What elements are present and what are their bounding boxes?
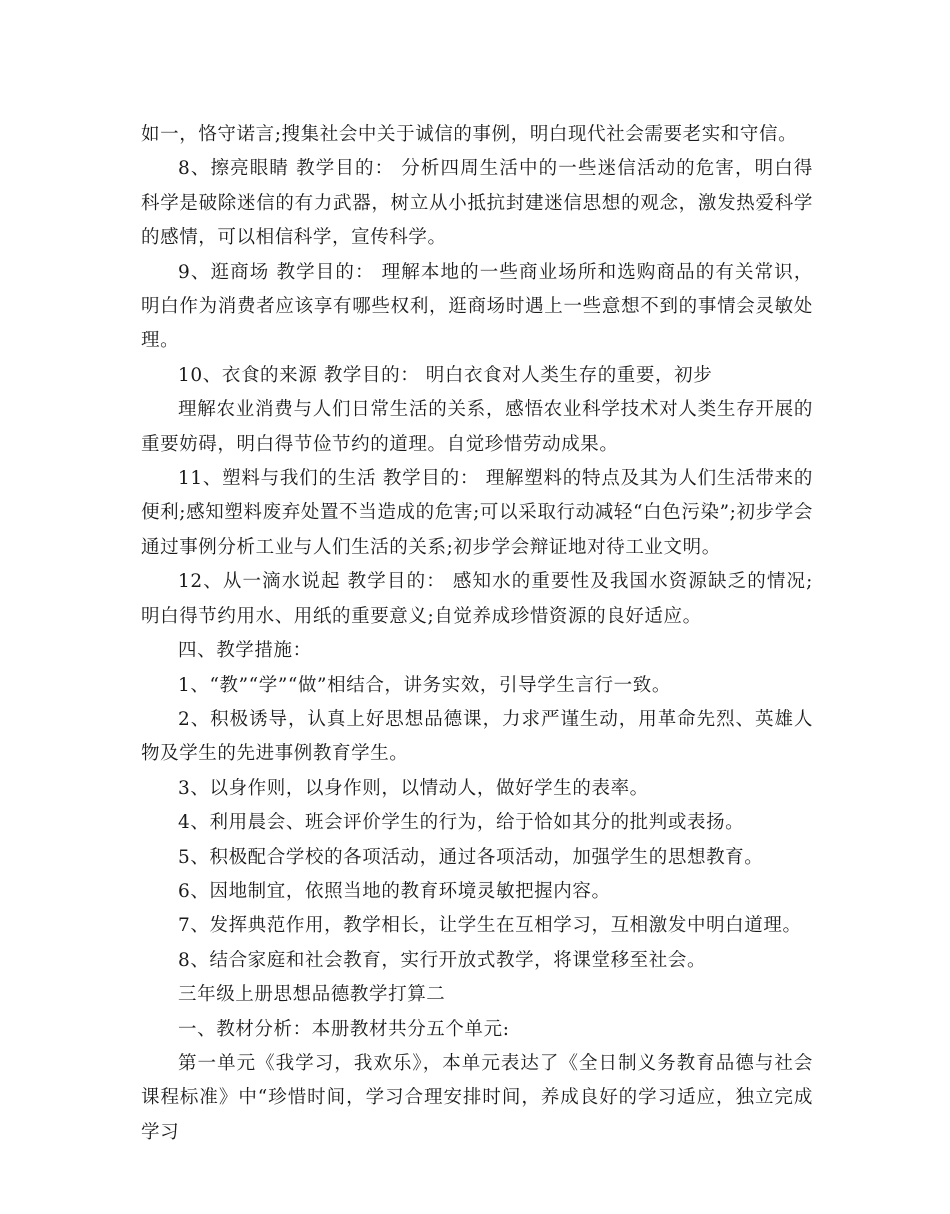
paragraph: 11、塑料与我们的生活 教学目的： 理解塑料的特点及其为人们生活带来的便利;感知塑料废弃处置不当造成的危害;可以采取行动减轻“白色污染”;初步学会通过事例分析工业与人们生活的关系;初步学会辩证地对待工业文明。	[141, 468, 813, 558]
paragraph: 10、衣食的来源 教学目的： 明白衣食对人类生存的重要，初步	[178, 364, 713, 386]
document-subtitle: 三年级上册思想品德教学打算二	[178, 984, 446, 1006]
list-item: 6、因地制宜，依照当地的教育环境灵敏把握内容。	[178, 880, 611, 902]
paragraph: 第一单元《我学习，我欢乐》，本单元表达了《全日制义务教育品德与社会课程标准》中“珍惜时间，学习合理安排时间，养成良好的学习适应，独立完成学习	[141, 1052, 813, 1143]
section-heading: 四、教学措施：	[178, 640, 312, 662]
paragraph: 9、逛商场 教学目的： 理解本地的一些商业场所和选购商品的有关常识，明白作为消费者应该享有哪些权利，逛商场时遇上一些意想不到的事情会灵敏处理。	[141, 261, 813, 352]
list-item: 1、“教”“学”“做”相结合，讲务实效，引导学生言行一致。	[178, 674, 671, 696]
paragraph: 理解农业消费与人们日常生活的关系，感悟农业科学技术对人类生存开展的重要妨碍，明白得节俭节约的道理。自觉珍惜劳动成果。	[141, 399, 813, 455]
paragraph: 8、擦亮眼睛 教学目的： 分析四周生活中的一些迷信活动的危害，明白得科学是破除迷信的有力武器，树立从小抵抗封建迷信思想的观念，激发热爱科学的感情，可以相信科学，宣传科学。	[141, 158, 813, 249]
list-item: 8、结合家庭和社会教育，实行开放式教学，将课堂移至社会。	[178, 949, 707, 971]
list-item: 5、积极配合学校的各项活动，通过各项活动，加强学生的思想教育。	[178, 846, 764, 868]
section-heading: 一、教材分析：本册教材共分五个单元:	[178, 1018, 510, 1040]
paragraph: 12、从一滴水说起 教学目的： 感知水的重要性及我国水资源缺乏的情况;明白得节约用水、用纸的重要意义;自觉养成珍惜资源的良好适应。	[141, 571, 813, 627]
list-item: 7、发挥典范作用，教学相长，让学生在互相学习，互相激发中明白道理。	[178, 915, 802, 937]
document-body	[141, 118, 813, 1150]
paragraph: 如一，恪守诺言;搜集社会中关于诚信的事例，明白现代社会需要老实和守信。	[141, 124, 798, 145]
list-item: 3、以身作则，以身作则，以情动人，做好学生的表率。	[178, 777, 649, 799]
list-item: 2、积极诱导，认真上好思想品德课，力求严谨生动，用革命先烈、英雄人物及学生的先进事例教育学生。	[141, 708, 813, 765]
list-item: 4、利用晨会、班会评价学生的行为，给于恰如其分的批判或表扬。	[178, 812, 745, 834]
